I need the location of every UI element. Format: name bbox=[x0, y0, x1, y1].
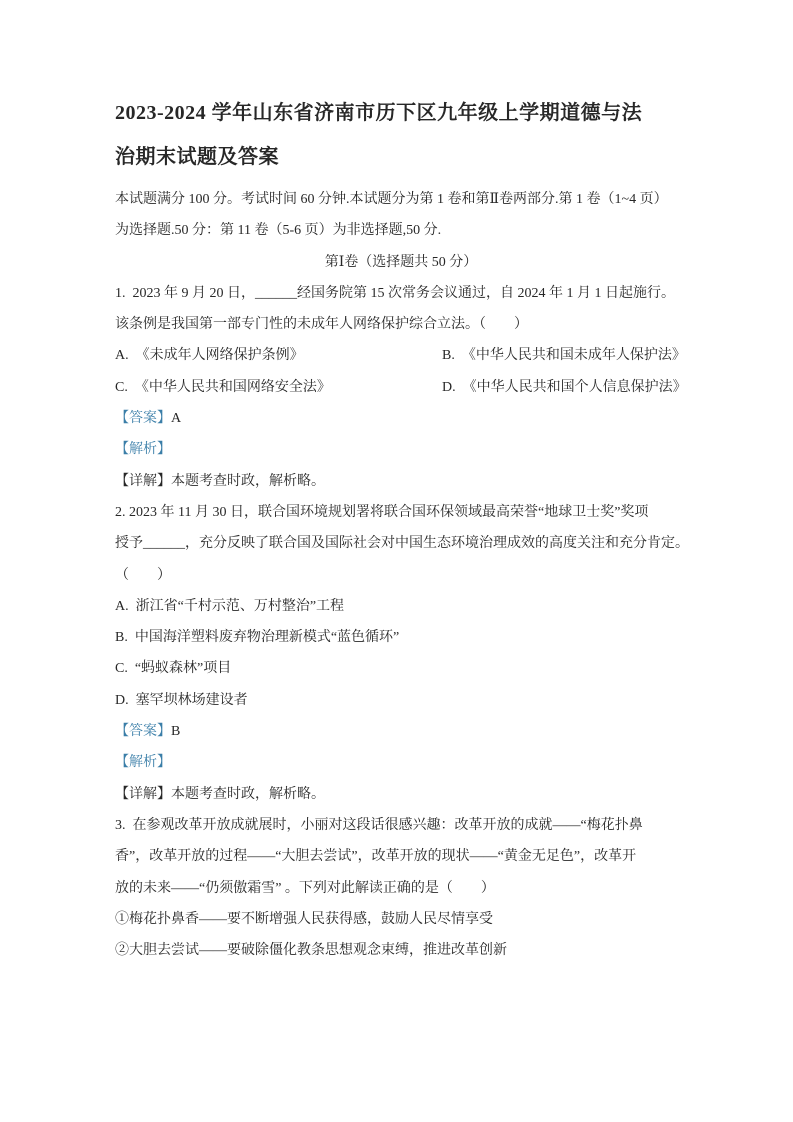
q2-detail-label: 【详解】 bbox=[115, 786, 171, 802]
q2-stem-line3: （ ） bbox=[115, 567, 171, 583]
page-title-line2: 治期末试题及答案 bbox=[115, 146, 279, 168]
q1-options-row-cd bbox=[115, 372, 687, 403]
exam-intro-line2: 为选择题.50 分：第 11 卷（5-6 页）为非选择题,50 分. bbox=[115, 223, 442, 239]
exam-intro-line1: 本试题满分 100 分。考试时间 60 分钟.本试题分为第 1 卷和第Ⅱ卷两部分.第 1 卷（1~4 页） bbox=[115, 192, 668, 207]
q1-analysis-label: 【解析】 bbox=[115, 442, 171, 458]
q2-option-b: B. 中国海洋塑料废弃物治理新模式“蓝色循环” bbox=[115, 630, 400, 646]
q2-stem-line1: 2. 2023 年 11 月 30 日，联合国环境规划署将联合国环保领域最高荣誉“地球卫士奖”奖项 bbox=[115, 504, 649, 520]
q1-stem-line2: 该条例是我国第一部专门性的未成年人网络保护综合立法。（ ） bbox=[115, 317, 528, 333]
q3-statement-1: ①梅花扑鼻香——要不断增强人民获得感，鼓励人民尽情享受 bbox=[115, 911, 493, 927]
q3-stem-line2: 香”，改革开放的过程——“大胆去尝试”，改革开放的现状——“黄金无足色”，改革开 bbox=[115, 849, 637, 865]
q1-option-c: C. 《中华人民共和国网络安全法》 bbox=[115, 379, 331, 395]
q2-analysis-label: 【解析】 bbox=[115, 755, 171, 771]
q2-option-c: C. “蚂蚁森林”项目 bbox=[115, 661, 232, 677]
exam-body bbox=[115, 184, 687, 966]
q2-detail-line bbox=[115, 779, 687, 810]
q1-option-a: A. 《未成年人网络保护条例》 bbox=[115, 348, 304, 364]
q1-answer-line bbox=[115, 403, 687, 434]
section-header: 第Ⅰ卷（选择题共 50 分） bbox=[324, 254, 478, 270]
page-title bbox=[115, 91, 687, 179]
q3-stem-line3: 放的未来——“仍须傲霜雪” 。下列对此解读正确的是（ ） bbox=[115, 880, 495, 896]
q2-detail-text: 本题考查时政，解析略。 bbox=[171, 786, 325, 802]
q2-option-a: A. 浙江省“千村示范、万村整治”工程 bbox=[115, 598, 345, 614]
q2-answer-label: 【答案】 bbox=[115, 724, 171, 740]
q1-option-b: B. 《中华人民共和国未成年人保护法》 bbox=[442, 348, 686, 364]
q1-answer-value: A bbox=[171, 411, 182, 427]
page-title-line1: 2023-2024 学年山东省济南市历下区九年级上学期道德与法 bbox=[115, 102, 643, 124]
q1-detail-text: 本题考查时政，解析略。 bbox=[171, 473, 325, 489]
q1-option-d: D. 《中华人民共和国个人信息保护法》 bbox=[442, 379, 687, 395]
q1-stem-line1: 1. 2023 年 9 月 20 日，______经国务院第 15 次常务会议通过，自 2024 年 1 月 1 日起施行。 bbox=[115, 285, 675, 301]
q3-statement-2: ②大胆去尝试——要破除僵化教条思想观念束缚，推进改革创新 bbox=[115, 943, 507, 959]
q2-stem-line2: 授予______，充分反映了联合国及国际社会对中国生态环境治理成效的高度关注和充分肯定。 bbox=[115, 536, 689, 552]
q3-stem-line1: 3. 在参观改革开放成就展时，小丽对这段话很感兴趣：改革开放的成就——“梅花扑鼻 bbox=[115, 817, 643, 833]
q2-option-d: D. 塞罕坝林场建设者 bbox=[115, 692, 248, 708]
q1-options-row-ab bbox=[115, 340, 687, 371]
q1-detail-label: 【详解】 bbox=[115, 473, 171, 489]
q2-answer-line bbox=[115, 716, 687, 747]
q2-answer-value: B bbox=[171, 724, 181, 740]
q1-answer-label: 【答案】 bbox=[115, 411, 171, 427]
q1-detail-line bbox=[115, 466, 687, 497]
